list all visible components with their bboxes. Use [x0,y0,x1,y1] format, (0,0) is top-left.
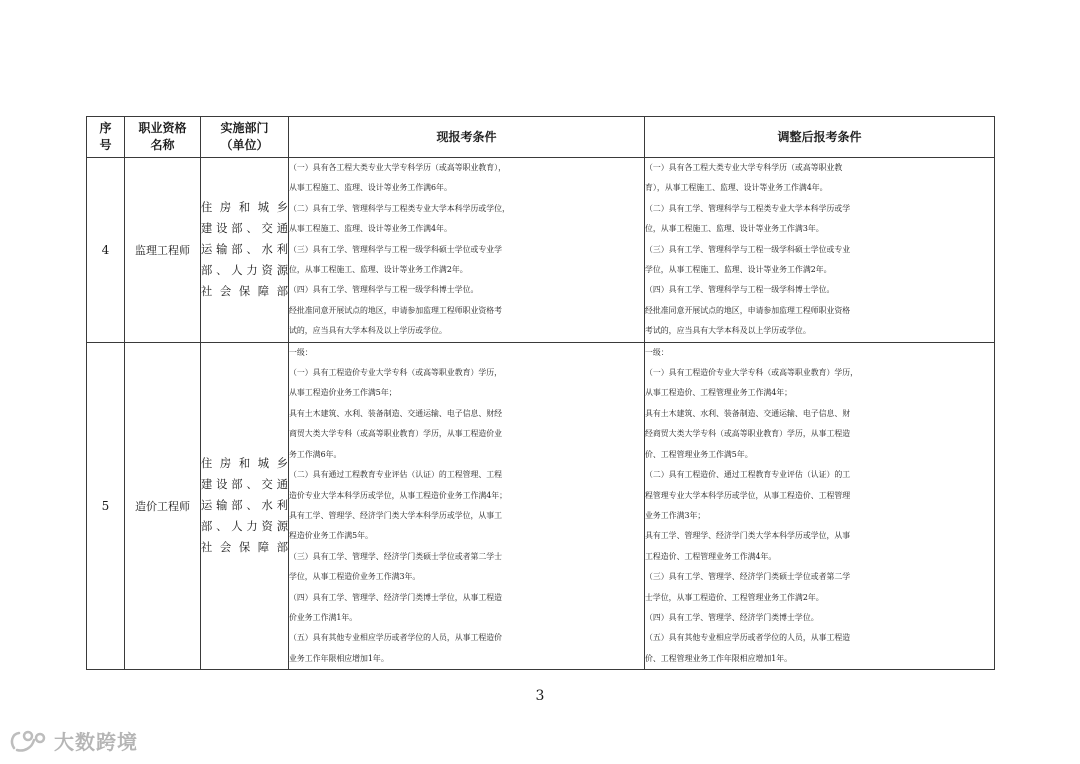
condition-line: 造价专业大学本科学历或学位，从事工程造价业务工作满4年； [289,490,508,500]
condition-line: （五）具有其他专业相应学历或者学位的人员，从事工程造 [645,633,851,643]
cell-adjusted-conditions [645,158,995,343]
department-line: 建设部、交通 [201,222,288,236]
cell-department [201,158,289,343]
condition-line: 经批准同意开展试点的地区，申请参加监理工程师职业资格 [645,305,851,315]
condition-line: 业务工作年限相应增加1年。 [289,653,389,663]
page-number: 3 [535,688,545,704]
condition-line: 从事工程施工、监理、设计等业务工作满4年。 [289,224,452,234]
condition-line: （二）具有工程造价、通过工程教育专业评估（认证）的工 [645,470,851,480]
department-line: 部、人力资源 [201,520,288,534]
header-adjusted: 调整后报考条件 [645,117,995,158]
cell-department [201,342,289,670]
condition-line: （四）具有工学、管理学、经济学门类博士学位，从事工程造 [289,592,503,602]
cell-qualification-name: 监理工程师 [125,158,201,343]
condition-line: 程造价业务工作满5年。 [289,531,373,541]
condition-line: （三）具有工学、管理学、经济学门类硕士学位或者第二学 [645,572,851,582]
watermark [8,726,138,755]
condition-line: （一）具有各工程大类专业大学专科学历（或高等职业教育）， [289,163,506,172]
cell-seq: 4 [87,158,125,343]
condition-line: 经批准同意开展试点的地区，申请参加监理工程师职业资格考 [289,305,503,315]
condition-line: 程管理专业大学本科学历或学位，从事工程造价、工程管理 [645,490,851,500]
cell-qualification-name: 造价工程师 [125,342,201,670]
condition-line: 从事工程造价、工程管理业务工作满4年； [645,388,793,398]
department-line: 住房和城乡 [201,457,288,471]
header-current: 现报考条件 [289,117,645,158]
cell-adjusted-conditions [645,342,995,670]
condition-line: 从事工程施工、监理、设计等业务工作满6年。 [289,183,452,193]
condition-line: 试的，应当具有大学本科及以上学历或学位。 [289,326,447,336]
department-line: 社会保障部 [201,541,288,555]
department-line: 社会保障部 [201,285,288,299]
watermark-text: 大数跨境 [54,730,138,754]
condition-line: 学位，从事工程施工、监理、设计等业务工作满2年。 [645,265,832,275]
condition-line: （一）具有各工程大类专业大学专科学历（或高等职业教 [645,163,843,172]
table-row [87,158,995,343]
cell-current-conditions [289,342,645,670]
header-dept: 实施部门 （单位） [201,117,289,158]
condition-line: 从事工程造价业务工作满5年； [289,388,397,398]
qualification-table [86,116,995,670]
cell-current-conditions [289,158,645,343]
header-seq: 序 号 [87,117,125,158]
condition-line: 经商贸大类大学专科（或高等职业教育）学历，从事工程造 [645,429,851,439]
table-row [87,342,995,670]
condition-line: （二）具有工学、管理科学与工程类专业大学本科学历或学位， [289,203,510,213]
header-name: 职业资格 名称 [125,117,201,158]
header-row [87,117,995,158]
condition-line: 务工作满6年。 [289,449,342,459]
condition-line: （五）具有其他专业相应学历或者学位的人员，从事工程造价 [289,633,503,643]
condition-line: 具有工学、管理学、经济学门类大学本科学历或学位，从事工 [289,510,503,520]
condition-line: 价、工程管理业务工作年限相应增加1年。 [645,653,793,663]
condition-line: 学位，从事工程造价业务工作满3年。 [289,572,421,582]
department-line: 运输部、水利 [201,243,288,257]
condition-line: 育），从事工程施工、监理、设计等业务工作满4年。 [645,183,828,193]
condition-line: （三）具有工学、管理科学与工程一级学科硕士学位或专业 [645,244,851,254]
cell-seq: 5 [87,342,125,670]
condition-line: （三）具有工学、管理学、经济学门类硕士学位或者第二学士 [289,551,503,561]
brand-logo-icon [8,728,48,754]
condition-line: 具有土木建筑、水利、装备制造、交通运输、电子信息、财经 [289,408,503,418]
department-line: 部、人力资源 [201,264,288,278]
condition-line: 位，从事工程施工、监理、设计等业务工作满2年。 [289,265,468,275]
condition-line: （二）具有通过工程教育专业评估（认证）的工程管理、工程 [289,470,503,480]
condition-line: 价业务工作满1年。 [289,612,358,622]
condition-line: （二）具有工学、管理科学与工程类专业大学本科学历或学 [645,203,851,213]
condition-line: 业务工作满3年； [645,510,706,520]
condition-line: 商贸大类大学专科（或高等职业教育）学历，从事工程造价业 [289,429,503,439]
condition-line: （四）具有工学、管理学、经济学门类博士学位。 [645,612,819,622]
condition-line: 具有工学、管理学、经济学门类大学本科学历或学位，从事 [645,531,851,541]
condition-line: 一级： [289,347,313,357]
condition-line: 一级： [645,347,669,357]
condition-line: （三）具有工学、管理科学与工程一级学科硕士学位或专业学 [289,244,503,254]
condition-line: 工程造价、工程管理业务工作满4年。 [645,551,777,561]
condition-line: （四）具有工学、管理科学与工程一级学科博士学位。 [645,285,835,295]
condition-line: （一）具有工程造价专业大学专科（或高等职业教育）学历， [289,368,503,378]
department-line: 运输部、水利 [201,499,288,513]
condition-line: 具有土木建筑、水利、装备制造、交通运输、电子信息、财 [645,408,851,418]
condition-line: 考试的，应当具有大学本科及以上学历或学位。 [645,326,811,336]
department-line: 建设部、交通 [201,478,288,492]
condition-line: （四）具有工学、管理科学与工程一级学科博士学位。 [289,285,479,295]
department-line: 住房和城乡 [201,201,288,215]
condition-line: 价、工程管理业务工作满5年。 [645,449,753,459]
condition-line: （一）具有工程造价专业大学专科（或高等职业教育）学历， [645,368,859,378]
condition-line: 位，从事工程施工、监理、设计等业务工作满3年。 [645,224,824,234]
condition-line: 士学位，从事工程造价、工程管理业务工作满2年。 [645,592,824,602]
